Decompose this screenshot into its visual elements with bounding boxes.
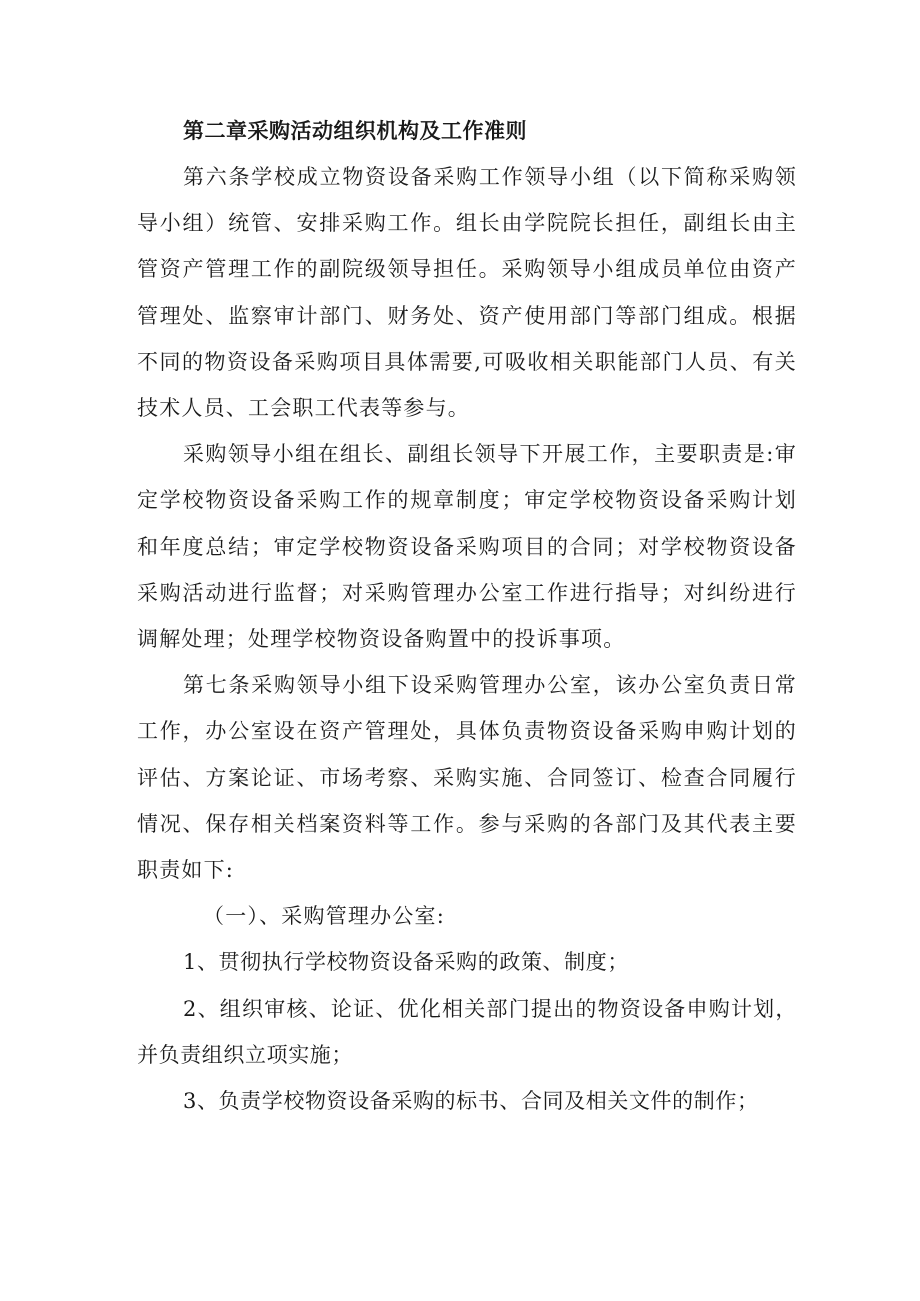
section-heading-procurement-office: （一）、采购管理办公室: bbox=[203, 904, 445, 929]
chapter-title: 第二章采购活动组织机构及工作准则 bbox=[183, 119, 527, 143]
document-body bbox=[137, 108, 797, 1124]
paragraph-article-6: 第六条学校成立物资设备采购工作领导小组（以下简称采购领导小组）统管、安排采购工作。组长由学院院长担任，副组长由主管资产管理工作的副院级领导担任。采购领导小组成员单位由资产管理处、监察审计部门、财务处、资产使用部门等部门组成。根据不同的物资设备采购项目具体需要,可吸收相关职能部门人员、有关技术人员、工会职工代表等参与。 bbox=[137, 165, 797, 421]
list-item-3: 3、负责学校物资设备采购的标书、合同及相关文件的制作； bbox=[183, 1089, 759, 1114]
paragraph-article-7: 第七条采购领导小组下设采购管理办公室，该办公室负责日常工作，办公室设在资产管理处，具体负责物资设备采购申购计划的评估、方案论证、市场考察、采购实施、合同签订、检查合同履行情况、保存相关档案资料等工作。参与采购的各部门及其代表主要职责如下: bbox=[137, 673, 797, 883]
paragraph-leading-group-duties: 采购领导小组在组长、副组长领导下开展工作，主要职责是:审定学校物资设备采购工作的规章制度；审定学校物资设备采购计划和年度总结；审定学校物资设备采购项目的合同；对学校物资设备采购活动进行监督；对采购管理办公室工作进行指导；对纠纷进行调解处理；处理学校物资设备购置中的投诉事项。 bbox=[137, 442, 797, 652]
list-item-2: 2、组织审核、论证、优化相关部门提出的物资设备申购计划，并负责组织立项实施； bbox=[137, 996, 797, 1067]
list-item-1: 1、贯彻执行学校物资设备采购的政策、制度； bbox=[183, 950, 629, 975]
